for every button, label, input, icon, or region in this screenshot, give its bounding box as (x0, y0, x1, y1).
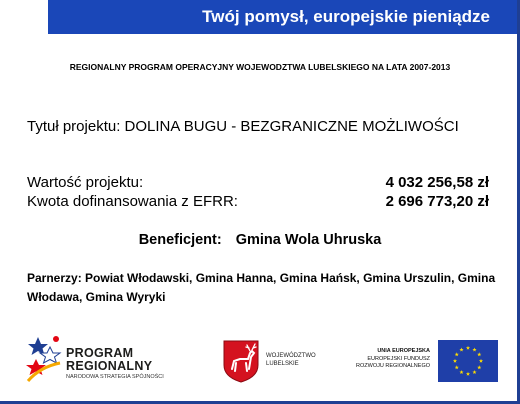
lubelskie-text (266, 352, 316, 368)
partners-list: Parnerzy: Powiat Włodawski, Gmina Hanna, Gmina Hańsk, Gmina Urszulin, Gmina Włodawa, Gmina Wyryki (27, 271, 496, 304)
efrr-row (27, 193, 489, 211)
header-bar (0, 0, 520, 34)
lubelskie-line2: LUBELSKIE (266, 361, 299, 367)
star-emblem-icon (26, 333, 66, 385)
eu-line2: EUROPEJSKI FUNDUSZ (367, 355, 430, 362)
project-title: Tytuł projektu: DOLINA BUGU - BEZGRANICZNE MOŻLIWOŚCI (27, 118, 459, 135)
program-name: REGIONALNY PROGRAM OPERACYJNY WOJEWODZTWA LUBELSKIEGO NA LATA 2007-2013 (69, 62, 451, 72)
program-regionalny-line1: PROGRAM (66, 346, 134, 360)
program-regionalny-logo (26, 333, 196, 385)
project-value-label: Wartość projektu: (27, 174, 144, 191)
lubelskie-logo (222, 337, 332, 385)
project-value-amount: 4 032 256,58 zł (385, 174, 489, 191)
program-regionalny-line3: NARODOWA STRATEGIA SPÓJNOŚCI (66, 374, 164, 380)
eu-flag-icon (438, 340, 498, 382)
header-bar-gap (0, 0, 48, 34)
beneficiary-label: Beneficjent: (138, 232, 222, 248)
beneficiary (0, 232, 520, 248)
slogan: Twój pomysł, europejskie pieniądze (202, 7, 490, 26)
eu-line3: ROZWOJU REGIONALNEGO (356, 363, 430, 369)
beneficiary-name: Gmina Wola Uhruska (235, 232, 382, 248)
eu-logo (348, 338, 498, 384)
efrr-label: Kwota dofinansowania z EFRR: (27, 193, 238, 210)
eu-line1: UNIA EUROPEJSKA (377, 348, 430, 354)
deer-coat-of-arms-icon (222, 339, 260, 383)
lubelskie-line1: WOJEWÓDZTWO (266, 353, 316, 359)
project-value-row (27, 174, 489, 192)
efrr-amount: 2 696 773,20 zł (385, 193, 489, 210)
program-regionalny-line2: REGIONALNY (66, 359, 153, 373)
eu-text (356, 348, 430, 371)
